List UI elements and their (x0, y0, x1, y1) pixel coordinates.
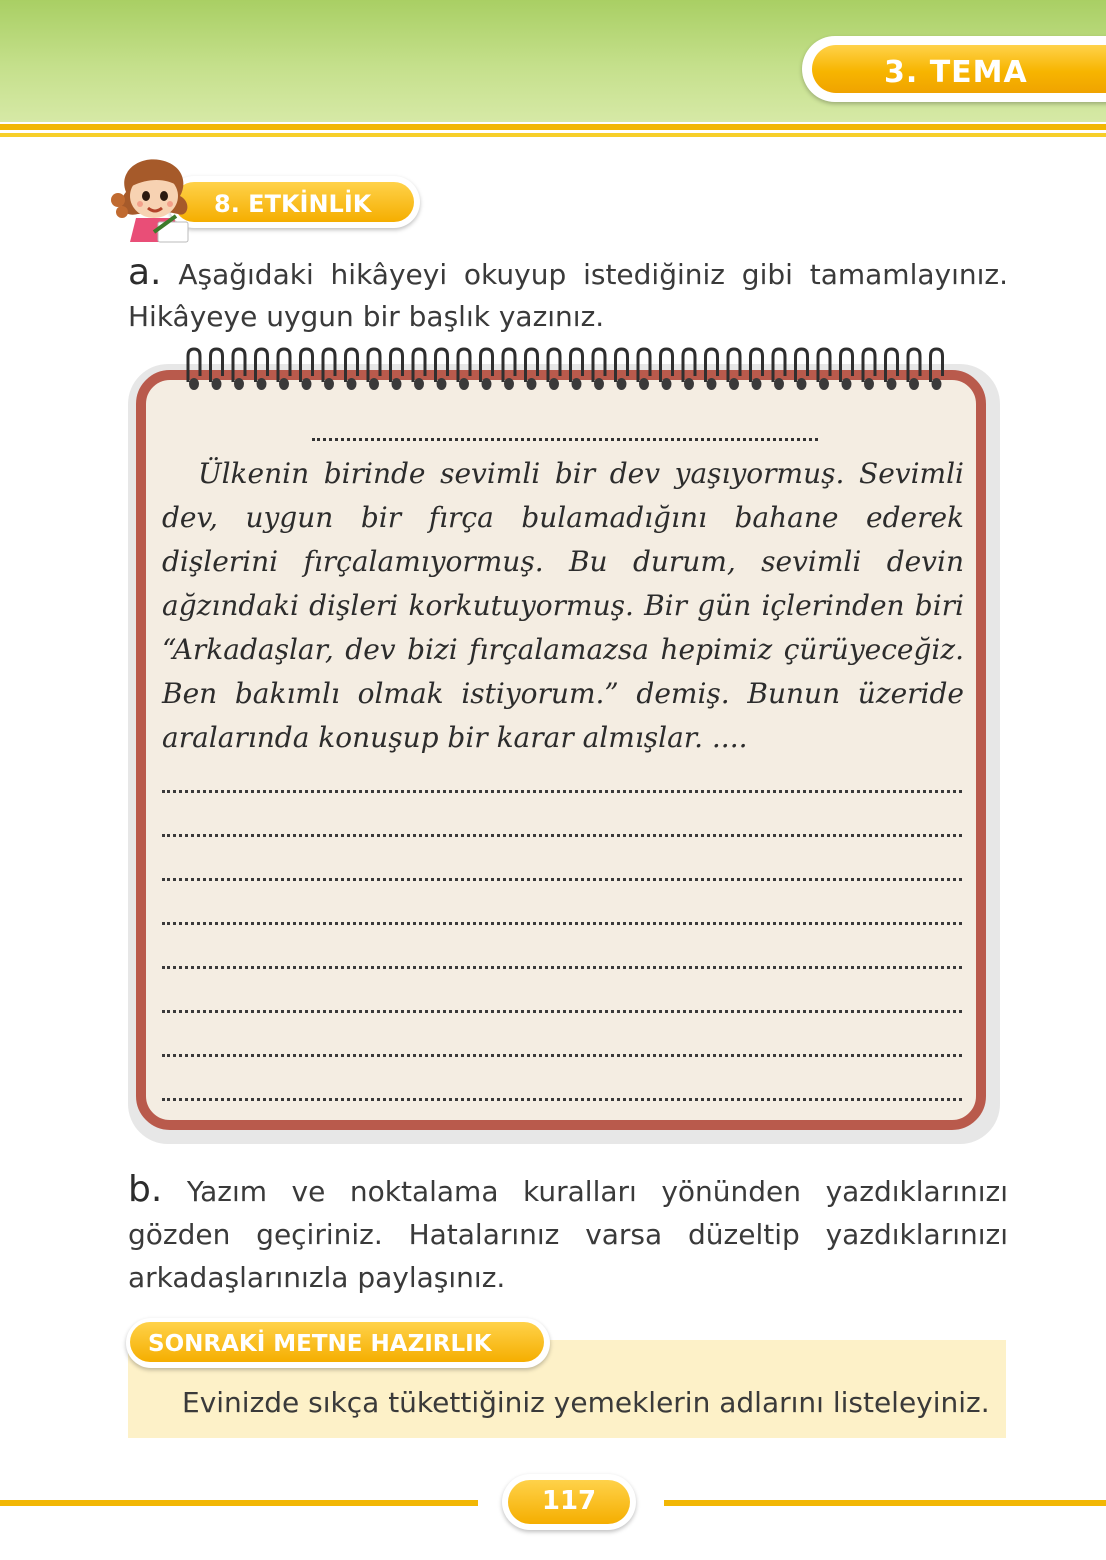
instruction-a-marker: a. (128, 252, 162, 293)
story-title-line[interactable] (312, 408, 818, 441)
spiral-ring (773, 349, 785, 390)
footer-line-left (0, 1500, 478, 1506)
writing-line[interactable] (162, 1098, 962, 1101)
spiral-ring (256, 349, 268, 390)
spiral-ring (683, 349, 695, 390)
next-text-prep-instruction: Evinizde sıkça tükettiğiniz yemeklerin adlarını listeleyiniz. (182, 1386, 990, 1419)
header-divider (0, 124, 1106, 130)
spiral-ring (481, 349, 493, 390)
spiral-ring (301, 349, 313, 390)
instruction-a-text: Aşağıdaki hikâyeyi okuyup istediğiniz gibi tamamlayınız. Hikâyeye uygun bir başlık yazınız. (128, 258, 1008, 333)
instruction-a (128, 252, 1008, 338)
spiral-ring (548, 349, 560, 390)
next-text-prep-label: SONRAKİ METNE HAZIRLIK (148, 1331, 492, 1357)
spiral-ring (728, 349, 740, 390)
spiral-ring (278, 349, 290, 390)
spiral-ring (346, 349, 358, 390)
spiral-ring (413, 349, 425, 390)
spiral-ring (188, 349, 200, 390)
spiral-binding-icon (180, 346, 950, 394)
spiral-ring (436, 349, 448, 390)
instruction-b-marker: b. (128, 1169, 163, 1210)
girl-mascot-icon (108, 152, 204, 248)
spiral-ring (211, 349, 223, 390)
spiral-ring (886, 349, 898, 390)
spiral-ring (233, 349, 245, 390)
page-number: 117 (541, 1486, 597, 1516)
story-text: Ülkenin birinde sevimli bir dev yaşıyormuş. Sevimli dev, uygun bir fırça bulamadığını bahane ederek dişlerini fırçalamıyormuş. Bu durum, sevimli devin ağzındaki dişleri korkutuyormuş. Bir gün içlerinden biri “Arkadaşlar, dev bizi fırçalamazsa hepimiz çürüyeceğiz. Ben bakımlı olmak istiyorum.” demiş. Bunun üzeride aralarında konuşup bir karar almışlar. .... (162, 457, 964, 754)
spiral-ring (638, 349, 650, 390)
spiral-ring (571, 349, 583, 390)
header-divider-secondary (0, 133, 1106, 137)
spiral-ring (593, 349, 605, 390)
activity-badge (168, 176, 420, 228)
writing-line[interactable] (162, 922, 962, 925)
spiral-ring (796, 349, 808, 390)
writing-line[interactable] (162, 878, 962, 881)
spiral-ring (368, 349, 380, 390)
spiral-ring (818, 349, 830, 390)
writing-line[interactable] (162, 966, 962, 969)
instruction-b-text: Yazım ve noktalama kuralları yönünden yazdıklarınızı gözden geçiriniz. Hatalarınız varsa düzeltip yazdıklarınızı arkadaşlarınızla paylaşınız. (128, 1175, 1008, 1294)
spiral-ring (616, 349, 628, 390)
writing-line[interactable] (162, 1010, 962, 1013)
activity-label: 8. ETKİNLİK (214, 190, 372, 218)
spiral-ring (908, 349, 920, 390)
spiral-ring (751, 349, 763, 390)
spiral-ring (458, 349, 470, 390)
theme-label: 3. TEMA (884, 55, 1028, 90)
spiral-ring (863, 349, 875, 390)
spiral-ring (526, 349, 538, 390)
spiral-ring (661, 349, 673, 390)
spiral-ring (503, 349, 515, 390)
page-number-badge (502, 1474, 636, 1530)
spiral-ring (323, 349, 335, 390)
next-text-prep-badge (126, 1318, 550, 1368)
writing-line[interactable] (162, 834, 962, 837)
spiral-ring (706, 349, 718, 390)
theme-badge (802, 36, 1106, 102)
spiral-ring (841, 349, 853, 390)
footer-line-right (664, 1500, 1106, 1506)
spiral-ring (391, 349, 403, 390)
writing-line[interactable] (162, 1054, 962, 1057)
spiral-ring (931, 349, 943, 390)
instruction-b (128, 1168, 1008, 1299)
writing-line[interactable] (162, 790, 962, 793)
